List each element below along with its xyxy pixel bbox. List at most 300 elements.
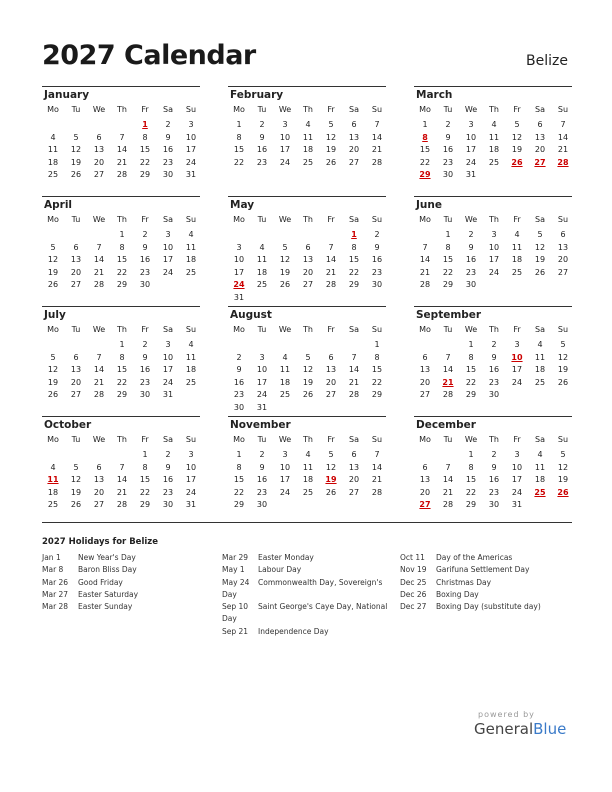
holiday-date: 28 (557, 157, 569, 167)
holiday-date-label: Nov 19 (400, 565, 427, 575)
holiday-name: New Year's Day (78, 553, 136, 562)
day-cell: 23 (162, 487, 174, 497)
day-cell: 27 (93, 500, 105, 510)
weekday-header: Th (489, 215, 499, 224)
day-cell: 7 (560, 120, 566, 129)
weekday-header: Tu (71, 215, 81, 224)
weekday-header: Sa (349, 435, 359, 444)
day-cell: 11 (279, 365, 291, 375)
day-cell: 28 (371, 487, 383, 497)
day-cell: 7 (422, 242, 428, 252)
weekday-header: We (92, 435, 106, 444)
day-cell: 25 (185, 267, 197, 277)
day-cell: 12 (511, 132, 523, 142)
holiday-item (400, 552, 570, 564)
day-cell: 21 (93, 267, 105, 277)
holiday-name: Saint George's Caye Day, National Day (222, 602, 388, 624)
day-cell: 11 (534, 462, 546, 472)
holiday-name: Boxing Day (substitute day) (436, 602, 541, 612)
day-cell: 19 (47, 377, 59, 387)
holiday-date-label: Mar 8 (42, 565, 64, 575)
day-cell: 11 (488, 132, 500, 142)
day-cell: 1 (119, 340, 125, 349)
weekday-header: Fr (141, 105, 149, 114)
weekday-header: Su (185, 435, 197, 444)
weekday-header: Sa (535, 325, 545, 334)
day-cell: 28 (442, 500, 454, 510)
day-cell: 10 (465, 132, 477, 142)
day-cell: 13 (348, 462, 360, 472)
month-name: September (416, 309, 482, 321)
day-cell: 29 (116, 390, 128, 400)
day-cell: 7 (96, 352, 102, 362)
day-cell: 31 (162, 390, 174, 400)
day-cell: 19 (302, 377, 314, 387)
weekday-header: Sa (535, 105, 545, 114)
day-cell: 24 (185, 157, 197, 167)
day-cell: 5 (50, 352, 56, 362)
month-september (414, 306, 572, 400)
day-cell: 22 (116, 377, 128, 387)
day-cell: 9 (374, 242, 380, 252)
month-name: November (230, 419, 291, 431)
day-cell: 18 (534, 365, 546, 375)
divider (42, 522, 572, 523)
weekday-header: We (278, 325, 292, 334)
holiday-date-label: Mar 29 (222, 553, 249, 562)
day-cell: 17 (256, 377, 268, 387)
day-cell: 1 (468, 450, 474, 459)
day-cell: 12 (557, 462, 569, 472)
day-cell: 21 (93, 377, 105, 387)
day-cell: 19 (47, 267, 59, 277)
day-cell: 21 (442, 487, 454, 497)
day-cell: 29 (116, 280, 128, 290)
day-cell: 13 (302, 255, 314, 265)
day-cell: 3 (514, 340, 520, 349)
weekday-header: Su (371, 325, 383, 334)
day-cell: 20 (70, 377, 82, 387)
weekday-header: We (278, 435, 292, 444)
day-cell: 11 (511, 242, 523, 252)
day-cell: 5 (73, 462, 79, 472)
weekday-header: Mo (419, 215, 431, 224)
day-cell: 2 (491, 450, 497, 459)
weekday-header: We (92, 105, 106, 114)
day-cell: 7 (374, 120, 380, 129)
weekday-header: We (92, 215, 106, 224)
day-cell: 3 (282, 120, 288, 129)
weekday-header: Th (117, 105, 127, 114)
day-cell: 20 (348, 145, 360, 155)
day-cell: 23 (256, 487, 268, 497)
day-cell: 13 (348, 132, 360, 142)
day-cell: 8 (142, 462, 148, 472)
day-cell: 15 (465, 475, 477, 485)
weekday-header: Fr (513, 105, 521, 114)
day-cell: 30 (371, 280, 383, 290)
day-cell: 23 (162, 157, 174, 167)
day-cell: 27 (557, 267, 569, 277)
holiday-item (222, 601, 392, 626)
day-cell: 17 (465, 145, 477, 155)
day-cell: 16 (465, 255, 477, 265)
weekday-header: Th (117, 325, 127, 334)
day-cell: 24 (511, 487, 523, 497)
weekday-header: Su (185, 325, 197, 334)
holiday-name: Easter Saturday (78, 589, 139, 599)
day-cell: 5 (73, 132, 79, 142)
weekday-header: Su (371, 105, 383, 114)
holiday-date-label: Dec 25 (400, 577, 427, 587)
weekday-header: Su (371, 435, 383, 444)
weekday-header: Su (557, 325, 569, 334)
day-cell: 15 (348, 255, 360, 265)
day-cell: 4 (514, 230, 520, 239)
holiday-name: Garifuna Settlement Day (436, 565, 530, 575)
day-cell: 21 (116, 157, 128, 167)
holiday-date-label: Mar 26 (42, 577, 69, 587)
weekday-header: Sa (349, 215, 359, 224)
month-june (414, 196, 572, 290)
day-cell: 8 (351, 242, 357, 252)
day-cell: 22 (139, 487, 151, 497)
day-cell: 25 (279, 390, 291, 400)
day-cell: 29 (465, 500, 477, 510)
day-cell: 27 (70, 280, 82, 290)
day-cell: 20 (534, 145, 546, 155)
day-cell: 25 (256, 280, 268, 290)
day-cell: 20 (302, 267, 314, 277)
day-cell: 5 (514, 120, 520, 129)
day-cell: 18 (256, 267, 268, 277)
holiday-date-label: Sep 21 (222, 626, 249, 636)
day-cell: 20 (557, 255, 569, 265)
month-december (414, 416, 572, 510)
month-april (42, 196, 200, 290)
day-cell: 5 (560, 450, 566, 459)
day-cell: 4 (282, 352, 288, 362)
holiday-name: Boxing Day (436, 589, 479, 599)
day-cell: 16 (256, 475, 268, 485)
day-cell: 15 (116, 255, 128, 265)
month-name: April (44, 199, 73, 211)
day-cell: 13 (419, 475, 431, 485)
weekday-header: We (464, 325, 478, 334)
holiday-column (42, 552, 212, 613)
weekday-header: Fr (141, 435, 149, 444)
day-cell: 10 (162, 242, 174, 252)
day-cell: 25 (488, 157, 500, 167)
day-cell: 22 (442, 267, 454, 277)
weekday-header: Su (185, 215, 197, 224)
day-cell: 4 (259, 242, 265, 252)
holiday-date-label: Dec 27 (400, 602, 427, 612)
day-cell: 9 (445, 132, 451, 142)
day-cell: 13 (70, 365, 82, 375)
day-cell: 26 (302, 390, 314, 400)
day-cell: 6 (96, 462, 102, 472)
day-cell: 28 (93, 390, 105, 400)
day-cell: 9 (491, 462, 497, 472)
day-cell: 30 (162, 500, 174, 510)
day-cell: 3 (491, 230, 497, 239)
month-july (42, 306, 200, 400)
day-cell: 29 (139, 170, 151, 180)
day-cell: 2 (142, 340, 148, 349)
day-cell: 4 (50, 462, 56, 472)
day-cell: 25 (185, 377, 197, 387)
day-cell: 9 (236, 365, 242, 375)
weekday-header: Fr (327, 215, 335, 224)
day-cell: 16 (256, 145, 268, 155)
day-cell: 23 (139, 377, 151, 387)
day-cell: 18 (302, 145, 314, 155)
day-cell: 14 (93, 365, 105, 375)
day-cell: 11 (47, 145, 59, 155)
day-cell: 10 (185, 462, 197, 472)
holiday-item (42, 601, 212, 613)
day-cell: 27 (419, 390, 431, 400)
weekday-header: Th (303, 215, 313, 224)
holiday-date: 24 (233, 280, 245, 290)
day-cell: 10 (233, 255, 245, 265)
day-cell: 19 (557, 475, 569, 485)
day-cell: 26 (325, 487, 337, 497)
day-cell: 2 (445, 120, 451, 129)
day-cell: 8 (468, 352, 474, 362)
day-cell: 10 (185, 132, 197, 142)
day-cell: 18 (47, 487, 59, 497)
day-cell: 9 (142, 352, 148, 362)
day-cell: 10 (162, 352, 174, 362)
holiday-date: 26 (557, 487, 569, 497)
month-january (42, 86, 200, 180)
day-cell: 5 (560, 340, 566, 349)
day-cell: 9 (259, 462, 265, 472)
weekday-header: Tu (257, 435, 267, 444)
month-name: May (230, 199, 255, 211)
day-cell: 31 (233, 293, 245, 302)
day-cell: 9 (468, 242, 474, 252)
day-cell: 15 (371, 365, 383, 375)
day-cell: 10 (279, 462, 291, 472)
holiday-date-label: Mar 28 (42, 602, 69, 612)
day-cell: 15 (139, 145, 151, 155)
day-cell: 26 (557, 377, 569, 387)
day-cell: 2 (259, 120, 265, 129)
day-cell: 13 (93, 145, 105, 155)
weekday-header: Mo (419, 105, 431, 114)
day-cell: 7 (119, 462, 125, 472)
day-cell: 19 (70, 487, 82, 497)
month-name: June (416, 199, 442, 211)
day-cell: 16 (233, 377, 245, 387)
weekday-header: Th (117, 215, 127, 224)
day-cell: 12 (47, 365, 59, 375)
weekday-header: Tu (71, 105, 81, 114)
day-cell: 11 (534, 352, 546, 362)
day-cell: 30 (139, 390, 151, 400)
day-cell: 2 (165, 120, 171, 129)
holiday-item (400, 601, 570, 613)
day-cell: 4 (188, 230, 194, 239)
month-name: August (230, 309, 272, 321)
day-cell: 6 (422, 352, 428, 362)
day-cell: 24 (162, 267, 174, 277)
day-cell: 10 (256, 365, 268, 375)
day-cell: 12 (534, 242, 546, 252)
day-cell: 2 (165, 450, 171, 459)
day-cell: 19 (557, 365, 569, 375)
day-cell: 13 (70, 255, 82, 265)
day-cell: 7 (445, 352, 451, 362)
day-cell: 21 (371, 475, 383, 485)
month-name: December (416, 419, 476, 431)
weekday-header: Sa (163, 435, 173, 444)
weekday-header: Th (117, 435, 127, 444)
day-cell: 18 (47, 157, 59, 167)
day-cell: 28 (371, 157, 383, 167)
day-cell: 27 (93, 170, 105, 180)
day-cell: 20 (419, 487, 431, 497)
day-cell: 17 (233, 267, 245, 277)
day-cell: 26 (47, 390, 59, 400)
holiday-item (222, 577, 392, 602)
weekday-header: Su (557, 105, 569, 114)
holiday-date: 26 (511, 157, 523, 167)
weekday-header: Sa (349, 105, 359, 114)
day-cell: 15 (139, 475, 151, 485)
weekday-header: Mo (233, 435, 245, 444)
day-cell: 25 (47, 500, 59, 510)
day-cell: 14 (116, 145, 128, 155)
day-cell: 8 (236, 462, 242, 472)
weekday-header: We (278, 215, 292, 224)
weekday-header: Mo (47, 325, 59, 334)
day-cell: 3 (468, 120, 474, 129)
day-cell: 30 (442, 170, 454, 180)
day-cell: 2 (259, 450, 265, 459)
weekday-header: Sa (535, 435, 545, 444)
month-february (228, 86, 386, 167)
holiday-date-label: Jan 1 (42, 553, 61, 562)
day-cell: 5 (328, 450, 334, 459)
day-cell: 8 (119, 242, 125, 252)
day-cell: 29 (139, 500, 151, 510)
holiday-item (400, 577, 570, 589)
day-cell: 11 (185, 242, 197, 252)
month-may (228, 196, 386, 302)
day-cell: 28 (442, 390, 454, 400)
day-cell: 12 (557, 352, 569, 362)
weekday-header: Tu (257, 215, 267, 224)
day-cell: 3 (165, 230, 171, 239)
weekday-header: Tu (71, 325, 81, 334)
brand-part-general: General (474, 720, 534, 738)
day-cell: 15 (116, 365, 128, 375)
day-cell: 22 (371, 377, 383, 387)
weekday-header: Tu (257, 325, 267, 334)
weekday-header: Su (557, 435, 569, 444)
day-cell: 19 (279, 267, 291, 277)
day-cell: 23 (371, 267, 383, 277)
weekday-header: Mo (47, 215, 59, 224)
weekday-header: We (464, 215, 478, 224)
powered-by-text: powered by (478, 710, 535, 719)
generalblue-logo[interactable] (474, 720, 566, 738)
day-cell: 6 (422, 462, 428, 472)
day-cell: 18 (302, 475, 314, 485)
day-cell: 4 (537, 340, 543, 349)
weekday-header: We (92, 325, 106, 334)
day-cell: 1 (119, 230, 125, 239)
holiday-date-label: Oct 11 (400, 553, 425, 562)
holiday-item (222, 564, 392, 576)
day-cell: 5 (537, 230, 543, 239)
day-cell: 31 (256, 403, 268, 412)
day-cell: 6 (351, 120, 357, 129)
day-cell: 7 (328, 242, 334, 252)
holiday-date: 8 (422, 132, 428, 142)
day-cell: 17 (279, 145, 291, 155)
day-cell: 28 (348, 390, 360, 400)
day-cell: 16 (139, 255, 151, 265)
weekday-header: Su (371, 215, 383, 224)
day-cell: 24 (185, 487, 197, 497)
day-cell: 31 (185, 500, 197, 510)
day-cell: 24 (511, 377, 523, 387)
day-cell: 15 (233, 145, 245, 155)
weekday-header: Mo (419, 435, 431, 444)
weekday-header: Mo (47, 105, 59, 114)
day-cell: 17 (162, 255, 174, 265)
holiday-item (42, 577, 212, 589)
day-cell: 20 (325, 377, 337, 387)
weekday-header: We (464, 435, 478, 444)
day-cell: 24 (488, 267, 500, 277)
day-cell: 6 (96, 132, 102, 142)
day-cell: 31 (511, 500, 523, 510)
holiday-date-label: May 1 (222, 565, 245, 575)
weekday-header: Sa (535, 215, 545, 224)
holiday-item (42, 552, 212, 564)
weekday-header: Fr (513, 325, 521, 334)
day-cell: 13 (419, 365, 431, 375)
day-cell: 16 (139, 365, 151, 375)
day-cell: 9 (142, 242, 148, 252)
holiday-name: Independence Day (258, 626, 329, 636)
day-cell: 30 (488, 390, 500, 400)
weekday-header: Mo (233, 325, 245, 334)
day-cell: 3 (236, 242, 242, 252)
day-cell: 30 (139, 280, 151, 290)
day-cell: 17 (511, 365, 523, 375)
day-cell: 1 (468, 340, 474, 349)
weekday-header: Tu (443, 325, 453, 334)
day-cell: 10 (511, 462, 523, 472)
day-cell: 8 (468, 462, 474, 472)
weekday-header: Mo (233, 215, 245, 224)
day-cell: 24 (279, 487, 291, 497)
day-cell: 15 (419, 145, 431, 155)
weekday-header: Su (557, 215, 569, 224)
day-cell: 24 (279, 157, 291, 167)
day-cell: 21 (116, 487, 128, 497)
day-cell: 24 (465, 157, 477, 167)
day-cell: 30 (488, 500, 500, 510)
day-cell: 20 (419, 377, 431, 387)
